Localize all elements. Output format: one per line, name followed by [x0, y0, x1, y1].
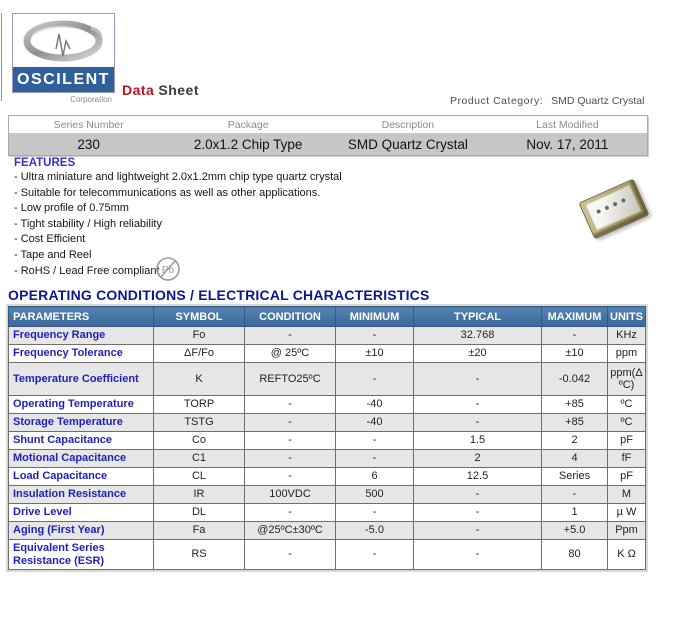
product-info-table — [8, 115, 648, 156]
info-value-row — [9, 133, 648, 156]
col-header-minimum: MINIMUM — [336, 307, 414, 327]
parameter-cell: Motional Capacitance — [9, 450, 154, 468]
spec-row-load-capacitance — [9, 468, 646, 486]
col-header-maximum: MAXIMUM — [542, 307, 608, 327]
condition-cell: - — [245, 432, 336, 450]
spec-row-drive-level — [9, 504, 646, 522]
minimum-cell: 6 — [336, 468, 414, 486]
parameter-cell: Operating Temperature — [9, 396, 154, 414]
col-header-symbol: SYMBOL — [154, 307, 245, 327]
info-header-series-number: Series Number — [9, 116, 169, 134]
logo-name-bar — [13, 67, 114, 92]
maximum-cell: ±10 — [542, 345, 608, 363]
symbol-cell: IR — [154, 486, 245, 504]
spec-table — [8, 306, 646, 570]
typical-cell: - — [414, 504, 542, 522]
datasheet-title — [122, 82, 199, 98]
minimum-cell: -5.0 — [336, 522, 414, 540]
minimum-cell: - — [336, 540, 414, 570]
info-header-last-modified: Last Modified — [488, 116, 648, 134]
feature-item: - Cost Efficient — [14, 233, 86, 246]
info-header-package: Package — [168, 116, 328, 134]
symbol-cell: TSTG — [154, 414, 245, 432]
parameter-cell: Drive Level — [9, 504, 154, 522]
spec-row-storage-temperature — [9, 414, 646, 432]
spec-row-motional-capacitance — [9, 450, 646, 468]
spec-row-insulation-resistance — [9, 486, 646, 504]
feature-item: - Suitable for telecommunications as well as other applications. — [14, 186, 321, 199]
spec-row-frequency-range — [9, 327, 646, 345]
corporation-label: Corporation — [70, 95, 112, 104]
symbol-cell: Co — [154, 432, 245, 450]
parameter-cell: Equivalent Series Resistance (ESR) — [9, 540, 154, 570]
symbol-cell: K — [154, 363, 245, 396]
maximum-cell: +85 — [542, 414, 608, 432]
info-value-description: SMD Quartz Crystal — [328, 133, 488, 156]
condition-cell: REFTO25ºC — [245, 363, 336, 396]
info-value-last-modified: Nov. 17, 2011 — [488, 133, 648, 156]
title-word-sheet: Sheet — [158, 82, 199, 98]
col-header-typical: TYPICAL — [414, 307, 542, 327]
condition-cell: - — [245, 327, 336, 345]
condition-cell: 100VDC — [245, 486, 336, 504]
condition-cell: @ 25ºC — [245, 345, 336, 363]
lead-free-pb-icon — [155, 256, 181, 287]
minimum-cell: ±10 — [336, 345, 414, 363]
typical-cell: 12.5 — [414, 468, 542, 486]
title-word-data: Data — [122, 82, 155, 98]
typical-cell: 32.768 — [414, 327, 542, 345]
units-cell: K Ω — [608, 540, 646, 570]
minimum-cell: -40 — [336, 396, 414, 414]
parameter-cell: Aging (First Year) — [9, 522, 154, 540]
parameter-cell: Load Capacitance — [9, 468, 154, 486]
condition-cell: - — [245, 540, 336, 570]
maximum-cell: Series — [542, 468, 608, 486]
condition-cell: - — [245, 504, 336, 522]
spec-row-equivalent-series-resistance — [9, 540, 646, 570]
pb-label: Pb — [161, 265, 175, 276]
typical-cell: 2 — [414, 450, 542, 468]
spec-header-row — [9, 307, 646, 327]
maximum-cell: +85 — [542, 396, 608, 414]
maximum-cell: 2 — [542, 432, 608, 450]
units-cell: pF — [608, 468, 646, 486]
condition-cell: @25ºC±30ºC — [245, 522, 336, 540]
symbol-cell: TORP — [154, 396, 245, 414]
feature-item: - Tape and Reel — [14, 248, 92, 261]
symbol-cell: Fa — [154, 522, 245, 540]
symbol-cell: CL — [154, 468, 245, 486]
typical-cell: - — [414, 522, 542, 540]
spec-row-shunt-capacitance — [9, 432, 646, 450]
typical-cell: - — [414, 540, 542, 570]
info-value-package: 2.0x1.2 Chip Type — [168, 133, 328, 156]
maximum-cell: +5.0 — [542, 522, 608, 540]
condition-cell: - — [245, 468, 336, 486]
product-category — [450, 95, 644, 107]
typical-cell: - — [414, 486, 542, 504]
maximum-cell: - — [542, 327, 608, 345]
parameter-cell: Frequency Tolerance — [9, 345, 154, 363]
minimum-cell: - — [336, 432, 414, 450]
units-cell: ppm — [608, 345, 646, 363]
typical-cell: - — [414, 363, 542, 396]
maximum-cell: 1 — [542, 504, 608, 522]
maximum-cell: - — [542, 486, 608, 504]
maximum-cell: 4 — [542, 450, 608, 468]
units-cell: M — [608, 486, 646, 504]
info-header-description: Description — [328, 116, 488, 134]
units-cell: ºC — [608, 414, 646, 432]
product-category-label: Product Category: — [450, 95, 544, 107]
units-cell: µ W — [608, 504, 646, 522]
feature-item: - RoHS / Lead Free compliant — [14, 264, 160, 277]
spec-row-aging-first-year — [9, 522, 646, 540]
section-heading: OPERATING CONDITIONS / ELECTRICAL CHARACTERISTICS — [8, 287, 430, 303]
col-header-parameters: PARAMETERS — [9, 307, 154, 327]
minimum-cell: - — [336, 363, 414, 396]
condition-cell: - — [245, 396, 336, 414]
col-header-units: UNITS — [608, 307, 646, 327]
condition-cell: - — [245, 450, 336, 468]
symbol-cell: C1 — [154, 450, 245, 468]
maximum-cell: -0.042 — [542, 363, 608, 396]
symbol-cell: DL — [154, 504, 245, 522]
minimum-cell: - — [336, 327, 414, 345]
symbol-cell: RS — [154, 540, 245, 570]
info-value-series-number: 230 — [9, 133, 169, 156]
minimum-cell: -40 — [336, 414, 414, 432]
parameter-cell: Insulation Resistance — [9, 486, 154, 504]
col-header-condition: CONDITION — [245, 307, 336, 327]
features-heading: FEATURES — [14, 157, 76, 169]
spec-row-temperature-coefficient — [9, 363, 646, 396]
units-cell: fF — [608, 450, 646, 468]
parameter-cell: Storage Temperature — [9, 414, 154, 432]
feature-item: - Low profile of 0.75mm — [14, 202, 129, 215]
parameter-cell: Shunt Capacitance — [9, 432, 154, 450]
minimum-cell: - — [336, 450, 414, 468]
crystal-markings — [596, 198, 626, 214]
minimum-cell: - — [336, 504, 414, 522]
feature-item: - Ultra miniature and lightweight 2.0x1.2mm chip type quartz crystal — [14, 171, 342, 183]
units-cell: ppm(Δ ºC) — [608, 363, 646, 396]
typical-cell: - — [414, 414, 542, 432]
product-category-value: SMD Quartz Crystal — [551, 95, 645, 107]
units-cell: Ppm — [608, 522, 646, 540]
info-header-row — [9, 116, 648, 134]
crystal-body — [578, 179, 649, 240]
spec-row-operating-temperature — [9, 396, 646, 414]
units-cell: ºC — [608, 396, 646, 414]
condition-cell: - — [245, 414, 336, 432]
company-logo — [12, 13, 115, 93]
feature-item: - Tight stability / High reliability — [14, 217, 162, 230]
typical-cell: ±20 — [414, 345, 542, 363]
oscilloscope-swirl-icon — [13, 14, 114, 69]
crystal-lid — [585, 185, 642, 231]
crystal-product-photo — [580, 184, 650, 236]
page-edge-line — [1, 13, 2, 101]
symbol-cell: Fo — [154, 327, 245, 345]
typical-cell: 1.5 — [414, 432, 542, 450]
company-name: OSCILENT — [17, 70, 110, 88]
parameter-cell: Frequency Range — [9, 327, 154, 345]
typical-cell: - — [414, 396, 542, 414]
units-cell: KHz — [608, 327, 646, 345]
symbol-cell: ΔF/Fo — [154, 345, 245, 363]
maximum-cell: 80 — [542, 540, 608, 570]
minimum-cell: 500 — [336, 486, 414, 504]
spec-row-frequency-tolerance — [9, 345, 646, 363]
parameter-cell: Temperature Coefficient — [9, 363, 154, 396]
units-cell: pF — [608, 432, 646, 450]
